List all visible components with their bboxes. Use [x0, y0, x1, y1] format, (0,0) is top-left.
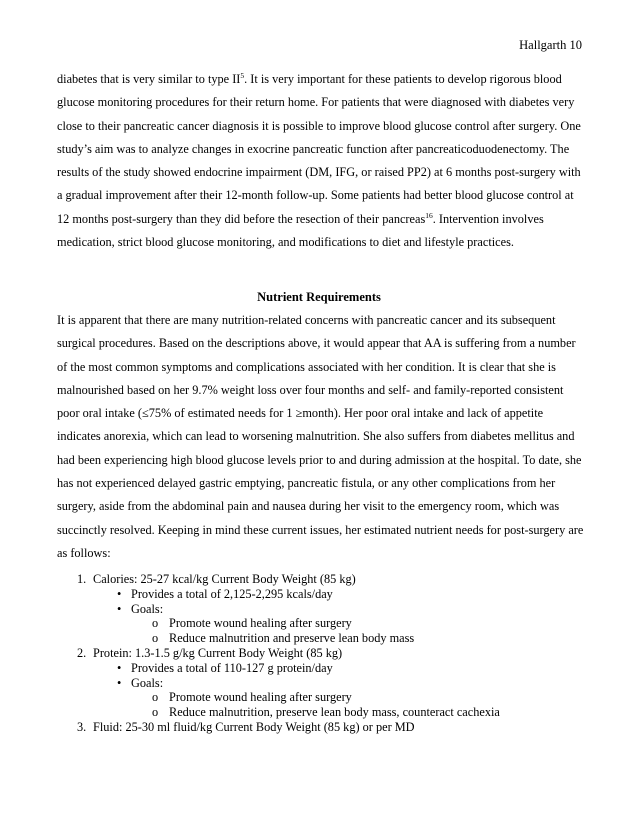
list-item: o Reduce malnutrition and preserve lean body mass — [152, 631, 415, 646]
bullet-icon: • — [117, 586, 122, 601]
list-item: • Goals: — [117, 675, 164, 690]
paragraph-nutrient-requirements: It is apparent that there are many nutrition-related concerns with pancreatic cancer and its subsequent surgical procedures. Based on the descriptions above, it would appear that AA is suffering from a number of the most common symptoms and complications associated with her condition. It is clear that she is malnourished based on her 9.7% weight loss over four months and self- and family-reported consistent poor oral intake (≤75% of estimated needs for 1 ≥month). Her poor oral intake and lack of appetite indicates anorexia, which can lead to worsening malnutrition. She also suffers from diabetes mellitus and had been experiencing high blood glucose levels prior to and during admission at the hospital. To date, she has not experienced delayed gastric emptying, pancreatic fistula, or any other complications from her surgery, aside from the abdominal pain and nausea during her visit to the emergency room, which was succinctly resolved. Keeping in mind these current issues, her estimated nutrient needs for post-surgery are as follows: — [57, 313, 584, 560]
list-item: • Provides a total of 110-127 g protein/day — [117, 660, 333, 675]
nutrient-needs-list — [0, 572, 638, 735]
circle-bullet-icon: o — [152, 705, 159, 720]
para1-text-2: . It is very important for these patients to develop rigorous blood glucose monitoring procedures for their return home. For patients that were diagnosed with diabetes very close to their pancreatic cancer diagnosis it is possible to improve blood glucose control after surgery. One study’s aim was to analyze changes in exocrine pancreatic function after pancreaticoduodenectomy. The results of the study showed endocrine impairment (DM, IFG, or raised PP2) at 6 months post-surgery with a gradual improvement after their 12-month follow-up. Some patients had better blood glucose control at 12 months post-surgery than they did before the resection of their pancreas — [57, 72, 581, 226]
bullet-icon: • — [117, 675, 122, 690]
citation-5: 5 — [240, 71, 245, 80]
paragraph-diabetes — [57, 68, 584, 254]
list-item: o Promote wound healing after surgery — [152, 690, 352, 705]
para1-text-1: diabetes that is very similar to type II — [57, 72, 241, 86]
list-item: • Provides a total of 2,125-2,295 kcals/day — [117, 586, 333, 601]
circle-bullet-icon: o — [152, 616, 159, 631]
circle-bullet-icon: o — [152, 631, 159, 646]
bullet-icon: • — [117, 601, 122, 616]
list-item-calories: 1. Calories: 25-27 kcal/kg Current Body Weight (85 kg) — [77, 572, 356, 586]
bullet-icon: • — [117, 660, 122, 675]
running-head: Hallgarth 10 — [519, 38, 582, 52]
section-heading: Nutrient Requirements — [257, 290, 381, 304]
circle-bullet-icon: o — [152, 690, 159, 705]
list-item-protein: 2. Protein: 1.3-1.5 g/kg Current Body Weight (85 kg) — [77, 645, 343, 660]
list-item: o Reduce malnutrition, preserve lean body mass, counteract cachexia — [152, 705, 500, 720]
list-item-fluid: 3. Fluid: 25-30 ml fluid/kg Current Body Weight (85 kg) or per MD — [77, 719, 415, 734]
citation-16: 16 — [425, 210, 433, 220]
list-item: • Goals: — [117, 601, 164, 616]
para1-text-3: . Intervention involves medication, strict blood glucose monitoring, and modifications to diet and lifestyle practices. — [57, 211, 544, 250]
list-item: o Promote wound healing after surgery — [152, 616, 352, 631]
